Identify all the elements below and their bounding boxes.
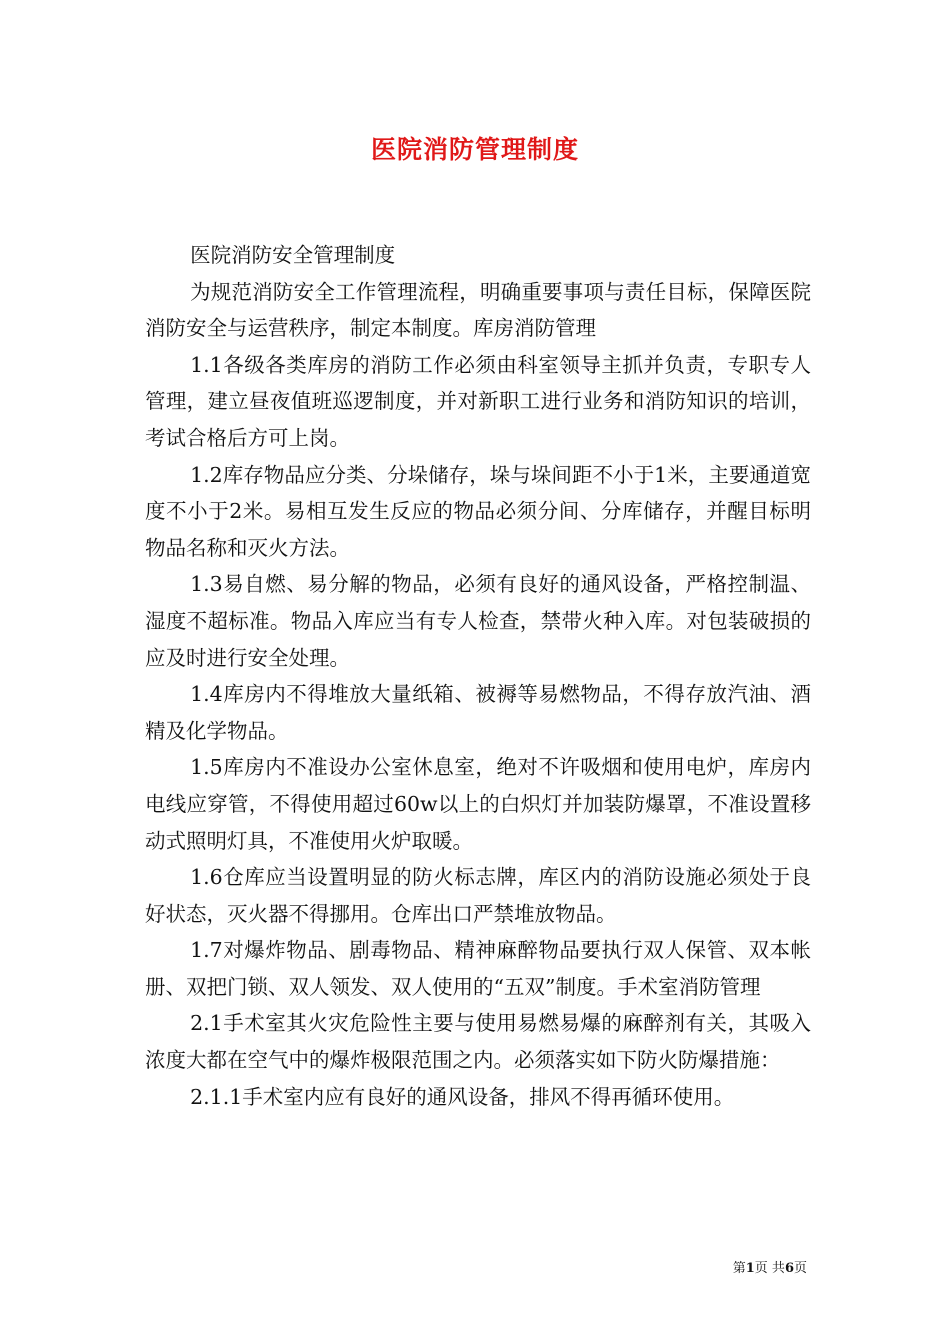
clause-1-4: 1.4库房内不得堆放大量纸箱、被褥等易燃物品，不得存放汽油、酒精及化学物品。: [145, 682, 811, 743]
section-heading: 医院消防安全管理制度: [190, 243, 396, 267]
intro-paragraph: 为规范消防安全工作管理流程，明确重要事项与责任目标，保障医院消防安全与运营秩序，制定本制度。库房消防管理: [145, 279, 811, 341]
page-current: 1: [745, 1261, 755, 1276]
document-body: [145, 237, 811, 1115]
clause-1-2: 1.2库存物品应分类、分垛储存，垛与垛间距不小于1米，主要通道宽度不小于2米。易相互发生反应的物品必须分间、分库储存，并醒目标明物品名称和灭火方法。: [145, 462, 811, 560]
page-number: [733, 1260, 807, 1278]
clause-2-1-1: 2.1.1手术室内应有良好的通风设备，排风不得再循环使用。: [190, 1084, 735, 1109]
page-prefix: 第: [732, 1261, 746, 1276]
clause-1-1: 1.1各级各类库房的消防工作必须由科室领导主抓并负责，专职专人管理，建立昼夜值班巡逻制度，并对新职工进行业务和消防知识的培训，考试合格后方可上岗。: [145, 352, 811, 450]
page-suffix: 页: [793, 1261, 807, 1276]
clause-1-6: 1.6仓库应当设置明显的防火标志牌，库区内的消防设施必须处于良好状态，灭火器不得挪用。仓库出口严禁堆放物品。: [145, 865, 811, 926]
page-middle: 页 共: [754, 1261, 785, 1276]
clause-1-5: 1.5库房内不准设办公室休息室，绝对不许吸烟和使用电炉，库房内电线应穿管，不得使用超过60w以上的白炽灯并加装防爆罩，不准设置移动式照明灯具，不准使用火炉取暖。: [145, 755, 811, 853]
clause-2-1: 2.1手术室其火灾危险性主要与使用易燃易爆的麻醉剂有关，其吸入浓度大都在空气中的爆炸极限范围之内。必须落实如下防火防爆措施：: [145, 1011, 811, 1073]
document-title: 医院消防管理制度: [370, 135, 579, 164]
clause-1-7: 1.7对爆炸物品、剧毒物品、精神麻醉物品要执行双人保管、双本帐册、双把门锁、双人领发、双人使用的“五双”制度。手术室消防管理: [145, 938, 811, 999]
clause-1-3: 1.3易自燃、易分解的物品，必须有良好的通风设备，严格控制温、湿度不超标准。物品入库应当有专人检查，禁带火种入库。对包装破损的应及时进行安全处理。: [145, 572, 811, 670]
page-total: 6: [784, 1261, 794, 1276]
